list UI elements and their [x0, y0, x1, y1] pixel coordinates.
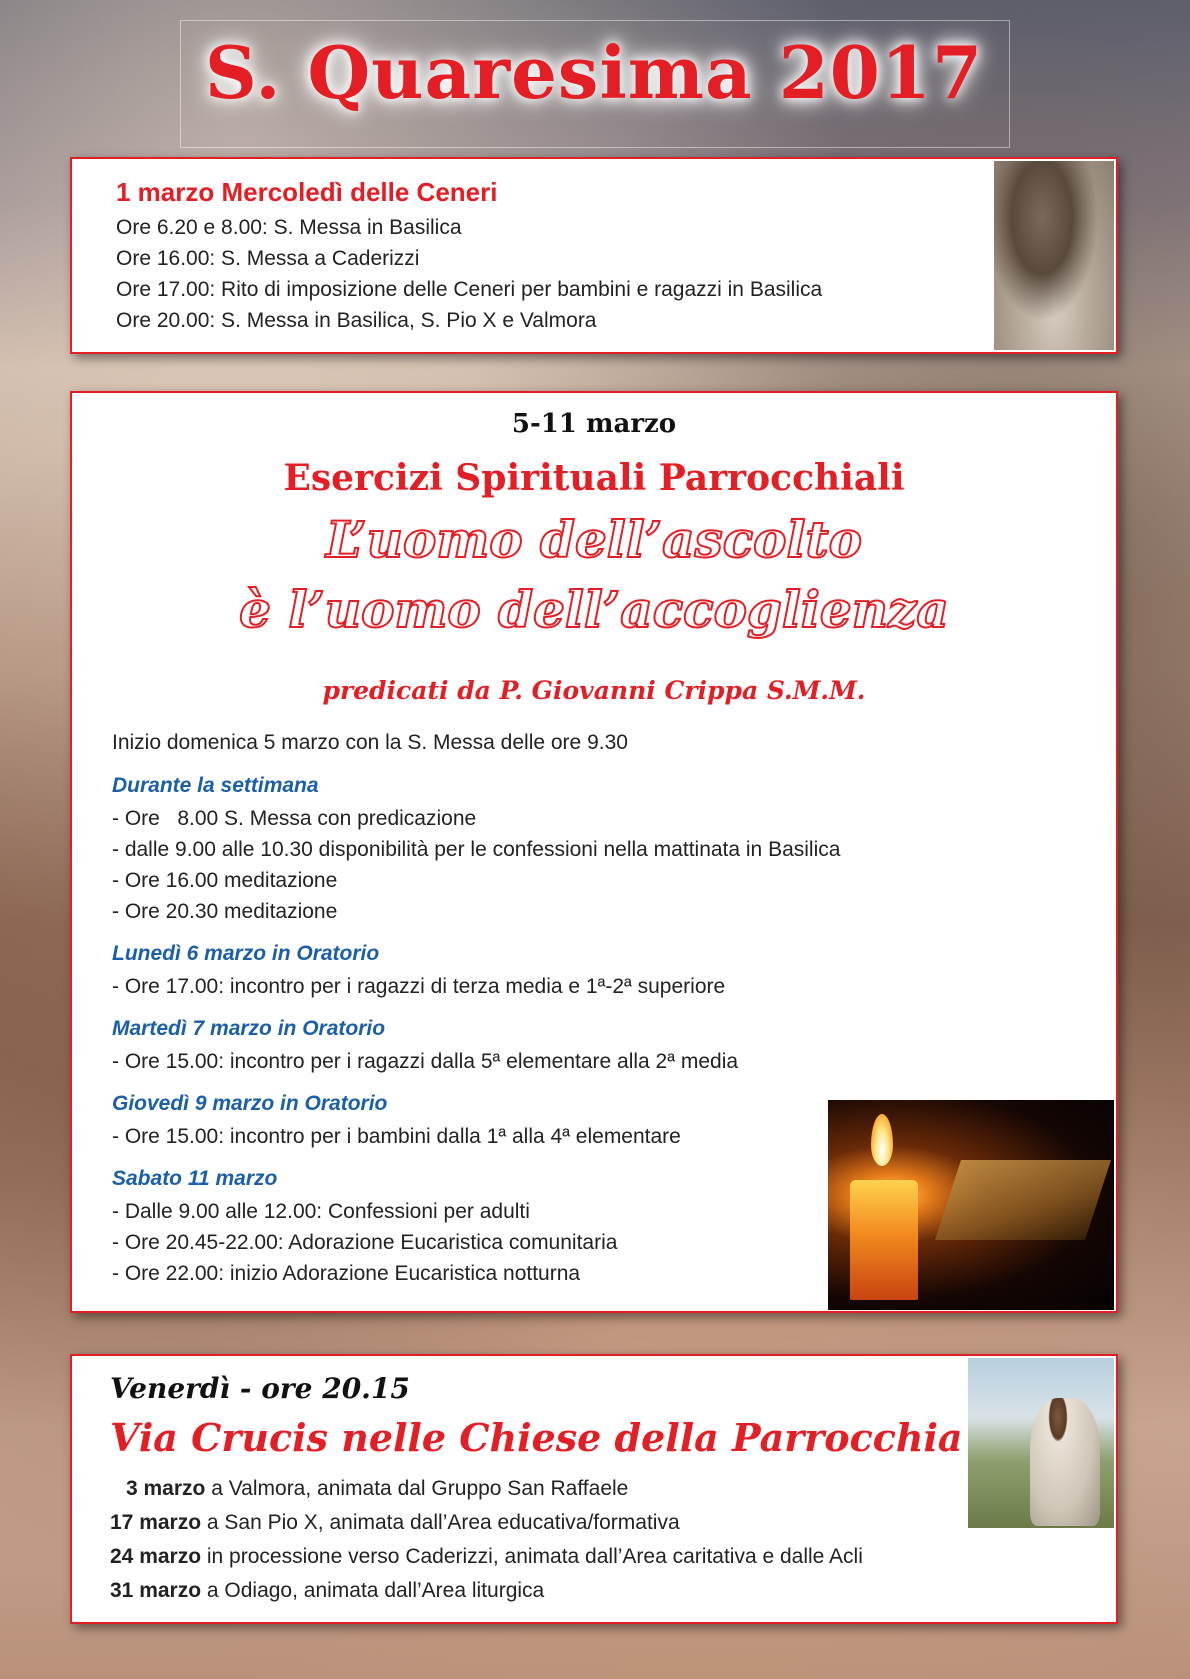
page-title: S. Quaresima 2017: [204, 30, 984, 115]
via-crucis-heading: Via Crucis nelle Chiese della Parrocchia: [110, 1415, 963, 1460]
saturday-line-1: - Dalle 9.00 alle 12.00: Confessioni per adulti: [112, 1200, 530, 1223]
exercises-dates: 5-11 marzo: [511, 409, 677, 439]
thursday-line-1: - Ore 15.00: incontro per i bambini dalla 1ª alla 4ª elementare: [112, 1125, 681, 1148]
section-title-saturday: Sabato 11 marzo: [112, 1167, 278, 1190]
exercises-heading: Esercizi Spirituali Parrocchiali: [283, 457, 905, 499]
candle-book-image: [828, 1100, 1114, 1310]
jesus-seated-image: [968, 1358, 1114, 1528]
monday-line-1: - Ore 17.00: incontro per i ragazzi di terza media e 1ª-2ª superiore: [112, 975, 726, 998]
section-title-monday: Lunedì 6 marzo in Oratorio: [112, 942, 380, 965]
tuesday-line-1: - Ore 15.00: incontro per i ragazzi dalla 5ª elementare alla 2ª media: [112, 1050, 739, 1073]
candle-body: [850, 1180, 918, 1300]
via-crucis-item-1: [126, 1477, 628, 1501]
week-line-4: - Ore 20.30 meditazione: [112, 900, 338, 923]
section-title-thursday: Giovedì 9 marzo in Oratorio: [112, 1092, 388, 1115]
seated-figure: [1030, 1398, 1100, 1526]
ash-jar-image: [994, 161, 1114, 350]
via-crucis-text-1: a Valmora, animata dal Gruppo San Raffaele: [205, 1477, 629, 1500]
ash-wednesday-line-2: Ore 16.00: S. Messa a Caderizzi: [116, 247, 420, 270]
via-crucis-text-3: in processione verso Caderizzi, animata dall’Area caritativa e dalle Acli: [201, 1545, 863, 1568]
saturday-line-2: - Ore 20.45-22.00: Adorazione Eucaristica comunitaria: [112, 1231, 618, 1254]
via-crucis-item-2: [110, 1511, 680, 1535]
ash-wednesday-box: [70, 157, 1118, 354]
ash-wednesday-line-1: Ore 6.20 e 8.00: S. Messa in Basilica: [116, 216, 462, 239]
via-crucis-date-2: 17 marzo: [110, 1511, 202, 1534]
exercises-theme-line-1: L’uomo dell’ascolto: [326, 510, 862, 569]
week-line-2: - dalle 9.00 alle 10.30 disponibilità per le confessioni nella mattinata in Basilica: [112, 838, 841, 861]
exercises-theme-line-2: è l’uomo dell’accoglienza: [239, 580, 949, 639]
via-crucis-when: Venerdì - ore 20.15: [110, 1372, 410, 1405]
via-crucis-date-4: 31 marzo: [110, 1579, 202, 1602]
week-line-3: - Ore 16.00 meditazione: [112, 869, 338, 892]
exercises-intro: Inizio domenica 5 marzo con la S. Messa delle ore 9.30: [112, 731, 628, 754]
spiritual-exercises-box: [70, 391, 1118, 1313]
ash-wednesday-line-4: Ore 20.00: S. Messa in Basilica, S. Pio X e Valmora: [116, 309, 597, 332]
exercises-preacher: predicati da P. Giovanni Crippa S.M.M.: [322, 676, 866, 705]
candle-flame: [871, 1114, 893, 1166]
open-book: [935, 1160, 1111, 1240]
via-crucis-text-2: a San Pio X, animata dall’Area educativa/formativa: [201, 1511, 680, 1534]
section-title-week: Durante la settimana: [112, 774, 319, 797]
section-title-tuesday: Martedì 7 marzo in Oratorio: [112, 1017, 386, 1040]
via-crucis-item-4: [110, 1579, 544, 1603]
week-line-1: - Ore 8.00 S. Messa con predicazione: [112, 807, 477, 830]
ash-wednesday-line-3: Ore 17.00: Rito di imposizione delle Ceneri per bambini e ragazzi in Basilica: [116, 278, 823, 301]
via-crucis-date-1: 3 marzo: [126, 1477, 206, 1500]
via-crucis-box: [70, 1354, 1118, 1624]
ash-wednesday-heading: 1 marzo Mercoledì delle Ceneri: [116, 177, 498, 207]
saturday-line-3: - Ore 22.00: inizio Adorazione Eucaristica notturna: [112, 1262, 581, 1285]
via-crucis-date-3: 24 marzo: [110, 1545, 202, 1568]
via-crucis-text-4: a Odiago, animata dall’Area liturgica: [201, 1579, 545, 1602]
via-crucis-item-3: [110, 1545, 863, 1569]
